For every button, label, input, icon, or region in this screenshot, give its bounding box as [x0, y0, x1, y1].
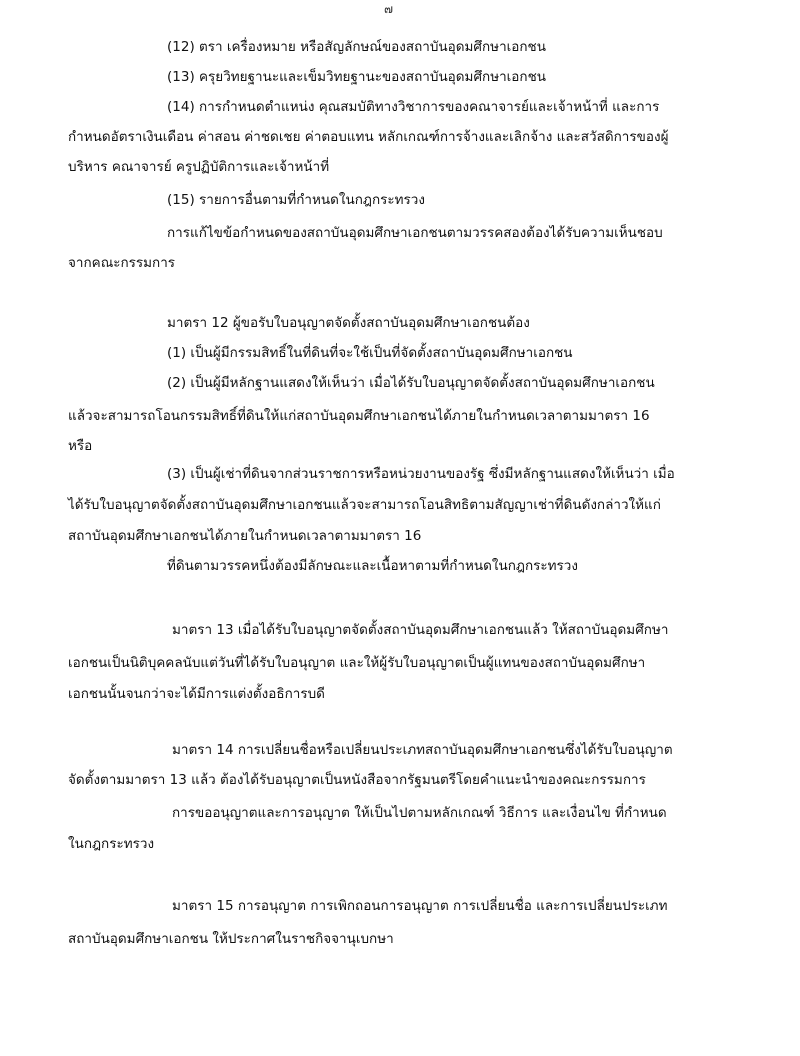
text-line: บริหาร คณาจารย์ ครูปฏิบัติการและเจ้าหน้าที่ [68, 159, 330, 175]
text-line: ได้รับใบอนุญาตจัดตั้งสถาบันอุดมศึกษาเอกชนแล้วจะสามารถโอนสิทธิตามสัญญาเช่าที่ดินดังกล่าวให้แก่ [68, 497, 661, 513]
text-line: (12) ตรา เครื่องหมาย หรือสัญลักษณ์ของสถาบันอุดมศึกษาเอกชน [167, 39, 546, 55]
text-line: เอกชนนั้นจนกว่าจะได้มีการแต่งตั้งอธิการบดี [68, 686, 325, 702]
text-line: (2) เป็นผู้มีหลักฐานแสดงให้เห็นว่า เมื่อได้รับใบอนุญาตจัดตั้งสถาบันอุดมศึกษาเอกชน [167, 375, 655, 391]
page-number-mark: ๗ [384, 2, 394, 16]
text-line: แล้วจะสามารถโอนกรรมสิทธิ์ที่ดินให้แก่สถาบันอุดมศึกษาเอกชนได้ภายในกำหนดเวลาตามมาตรา 16 [68, 408, 650, 424]
text-line: มาตรา 13 เมื่อได้รับใบอนุญาตจัดตั้งสถาบันอุดมศึกษาเอกชนแล้ว ให้สถาบันอุดมศึกษา [172, 622, 669, 638]
text-line: ในกฎกระทรวง [68, 836, 155, 852]
text-line: การขออนุญาตและการอนุญาต ให้เป็นไปตามหลักเกณฑ์ วิธีการ และเงื่อนไข ที่กำหนด [172, 805, 667, 821]
text-line: หรือ [68, 438, 93, 454]
text-line: (1) เป็นผู้มีกรรมสิทธิ์ในที่ดินที่จะใช้เป็นที่จัดตั้งสถาบันอุดมศึกษาเอกชน [167, 345, 573, 361]
text-line: จากคณะกรรมการ [68, 255, 176, 271]
text-line: (13) ครุยวิทยฐานะและเข็มวิทยฐานะของสถาบันอุดมศึกษาเอกชน [167, 69, 546, 85]
text-line: (14) การกำหนดตำแหน่ง คุณสมบัติทางวิชาการของคณาจารย์และเจ้าหน้าที่ และการ [167, 99, 660, 115]
text-line: เอกชนเป็นนิติบุคคลนับแต่วันที่ได้รับใบอนุญาต และให้ผู้รับใบอนุญาตเป็นผู้แทนของสถาบันอุดมศึกษา [68, 655, 646, 671]
text-line: สถาบันอุดมศึกษาเอกชน ให้ประกาศในราชกิจจานุเบกษา [68, 931, 394, 947]
text-line: มาตรา 12 ผู้ขอรับใบอนุญาตจัดตั้งสถาบันอุดมศึกษาเอกชนต้อง [167, 315, 530, 331]
text-line: สถาบันอุดมศึกษาเอกชนได้ภายในกำหนดเวลาตามมาตรา 16 [68, 528, 422, 544]
text-line: ที่ดินตามวรรคหนึ่งต้องมีลักษณะและเนื้อหาตามที่กำหนดในกฎกระทรวง [167, 558, 578, 574]
text-line: มาตรา 15 การอนุญาต การเพิกถอนการอนุญาต การเปลี่ยนชื่อ และการเปลี่ยนประเภท [172, 898, 668, 914]
text-line: มาตรา 14 การเปลี่ยนชื่อหรือเปลี่ยนประเภทสถาบันอุดมศึกษาเอกชนซึ่งได้รับใบอนุญาต [172, 742, 673, 758]
text-line: (3) เป็นผู้เช่าที่ดินจากส่วนราชการหรือหน่วยงานของรัฐ ซึ่งมีหลักฐานแสดงให้เห็นว่า เมื่อ [167, 466, 675, 482]
text-line: (15) รายการอื่นตามที่กำหนดในกฎกระทรวง [167, 192, 425, 208]
text-line: จัดตั้งตามมาตรา 13 แล้ว ต้องได้รับอนุญาตเป็นหนังสือจากรัฐมนตรีโดยคำแนะนำของคณะกรรมการ [68, 772, 646, 788]
text-line: กำหนดอัตราเงินเดือน ค่าสอน ค่าชดเชย ค่าตอบแทน หลักเกณฑ์การจ้างและเลิกจ้าง และสวัสดิการของผู้ [68, 129, 669, 145]
text-line: การแก้ไขข้อกำหนดของสถาบันอุดมศึกษาเอกชนตามวรรคสองต้องได้รับความเห็นชอบ [167, 225, 663, 241]
